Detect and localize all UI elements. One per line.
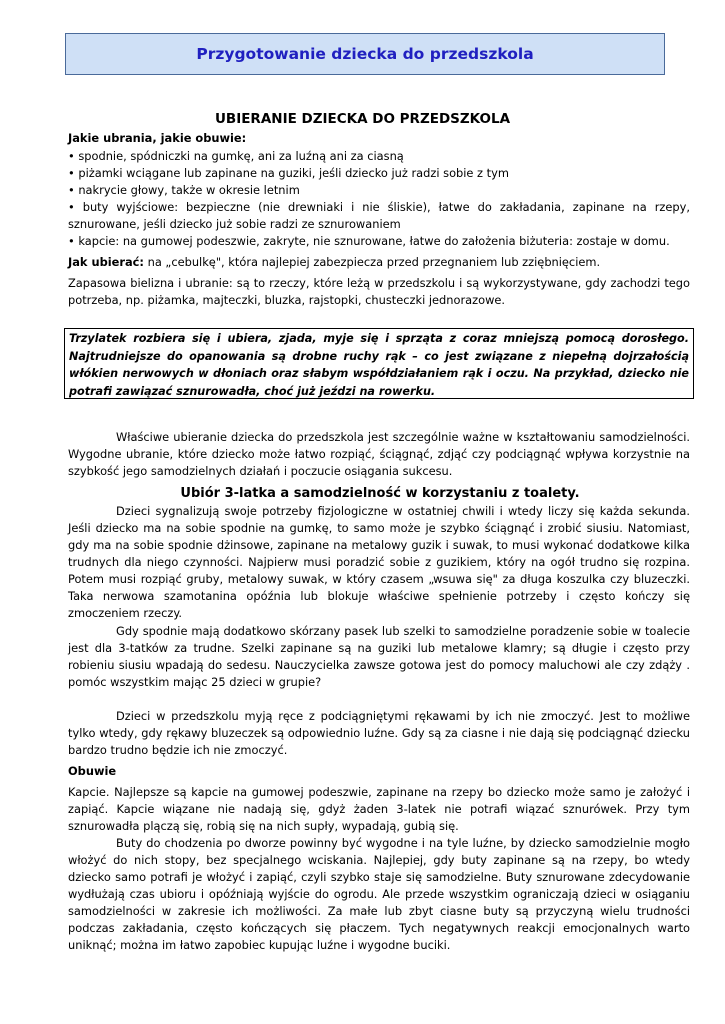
proper-dressing-paragraph: Właściwe ubieranie dziecka do przedszkola jest szczególnie ważne w kształtowaniu samodzielności. Wygodne ubranie, które dziecko może łatwo rozpiąć, ściągnąć, zdjąć czy podciągnąć wpływa korzystnie na szybkość jego samodzielnych działań i poczucie osiągania sukcesu. [68, 430, 690, 478]
highlight-note-box [64, 328, 694, 399]
slippers-paragraph: Kapcie. Najlepsze są kapcie na gumowej podeszwie, zapinane na rzepy bo dziecko może samo je założyć i zapiąć. Kapcie wiązane nie nadają się, gdyż żaden 3-latek nie potrafi wiązać sznurówek. Przy tym sznurowadła plączą się, robią się na nich supły, wypadają, gubią się. [68, 785, 690, 833]
outdoor-shoes-paragraph: Buty do chodzenia po dworze powinny być wygodne i na tyle luźne, by dziecko samodzielnie mogło włożyć do nich stopy, bez specjalnego wciskania. Najlepiej, gdy buty zapinane są na rzepy, bo wtedy dziecko samo potrafi je włożyć i zapiąć, czyli szybko staje się samodzielne. Buty sznurowane zdecydowanie wydłużają czas ubioru i opóźniają wyjście do ogrodu. Ale przede wszystkim ograniczają dzieci w osiąganiu samodzielności w zakresie ich możliwości. Za małe lub zbyt ciasne buty są przyczyną wielu trudności podczas zakładania, często kończących się płaczem. Tych negatywnych reakcji emocjonalnych warto uniknąć; można im łatwo zapobiec kupując luźne i wygodne buciki. [68, 836, 690, 952]
list-item: • nakrycie głowy, także w okresie letnim [68, 183, 300, 197]
list-item: • kapcie: na gumowej podeszwie, zakryte, nie sznurowane, łatwe do założenia biżuteria: zostaje w domu. [68, 234, 670, 248]
highlight-note: Trzylatek rozbiera się i ubiera, zjada, myje się i sprząta z coraz mniejszą pomocą dorosłego. Najtrudniejsze do opanowania są drobne ruchy rąk – co jest związane z niepełną dojrzałością włókien nerwowych w dłoniach oraz słabym współdziałaniem rąk i oczu. Na przykład, dziecko nie potrafi zawiązać sznurowadła, choć już jeździ na rowerku. [69, 332, 689, 398]
list-item: • buty wyjściowe: bezpieczne (nie drewniaki i nie śliskie), łatwe do zakładania, zapinane na rzepy, sznurowane, jeśli dziecko już sobie radzi ze sznurowaniem [68, 200, 690, 231]
toilet-paragraph-2: Gdy spodnie mają dodatkowo skórzany pasek lub szelki to samodzielne poradzenie sobie w toalecie jest dla 3-tatków za trudne. Szelki zapinane są na guziki lub metalowe klamry; są długie i często przy robieniu siusiu wpadają do sedesu. Nauczycielka zawsze gotowa jest do pomocy maluchowi ale czy zdąży . pomóc wszystkim mając 25 dzieci w grupie? [68, 624, 690, 689]
shoes-label: Obuwie [68, 764, 117, 778]
section-heading-toilet: Ubiór 3-latka a samodzielność w korzystaniu z toalety. [180, 486, 580, 501]
spare-clothes-paragraph: Zapasowa bielizna i ubranie: są to rzeczy, które leżą w przedszkolu i są wykorzystywane, gdy zachodzi tego potrzeba, np. piżamka, majteczki, bluzka, rajstopki, chusteczki jednorazowe. [68, 276, 690, 307]
document-title: Przygotowanie dziecka do przedszkola [196, 45, 534, 63]
clothes-label: Jakie ubrania, jakie obuwie: [68, 131, 247, 145]
list-item: • spodnie, spódniczki na gumkę, ani za luźną ani za ciasną [68, 149, 404, 163]
how-to-dress [68, 254, 690, 271]
section-heading-dressing: UBIERANIE DZIECKA DO PRZEDSZKOLA [214, 111, 511, 127]
list-item: • piżamki wciągane lub zapinane na guziki, jeśli dziecko już radzi sobie z tym [68, 166, 509, 180]
handwashing-paragraph: Dzieci w przedszkolu myją ręce z podciągniętymi rękawami by ich nie zmoczyć. Jest to możliwe tylko wtedy, gdy rękawy bluzeczek są odpowiednio luźne. Gdy są za ciasne i nie dają się podciągnąć dziecku bardzo trudno będzie ich nie zmoczyć. [68, 709, 690, 757]
title-banner [65, 33, 665, 75]
toilet-paragraph-1: Dzieci sygnalizują swoje potrzeby fizjologiczne w ostatniej chwili i wtedy liczy się każda sekunda. Jeśli dziecko ma na sobie spodnie na gumkę, to samo może je szybko ściągnąć i zrobić siusiu. Natomiast, gdy ma na sobie spodnie dżinsowe, zapinane na metalowy guzik i suwak, to musi wykonać dodatkowe kilka trudnych dla niego czynności. Najpierw musi poradzić sobie z guzikiem, który na ogół trudno się rozpina. Potem musi rozpiąć gruby, metalowy suwak, w który czasem „wsuwa się" za długa koszulka czy bluzeczki. Taka nerwowa szamotanina opóźnia lub blokuje właściwe spełnienie potrzeby i często kończy się zmoczeniem rzeczy. [68, 504, 690, 620]
how-label: Jak ubierać: [68, 255, 144, 269]
how-text: na „cebulkę", która najlepiej zabezpiecza przed przegnaniem lub zziębnięciem. [143, 255, 601, 269]
